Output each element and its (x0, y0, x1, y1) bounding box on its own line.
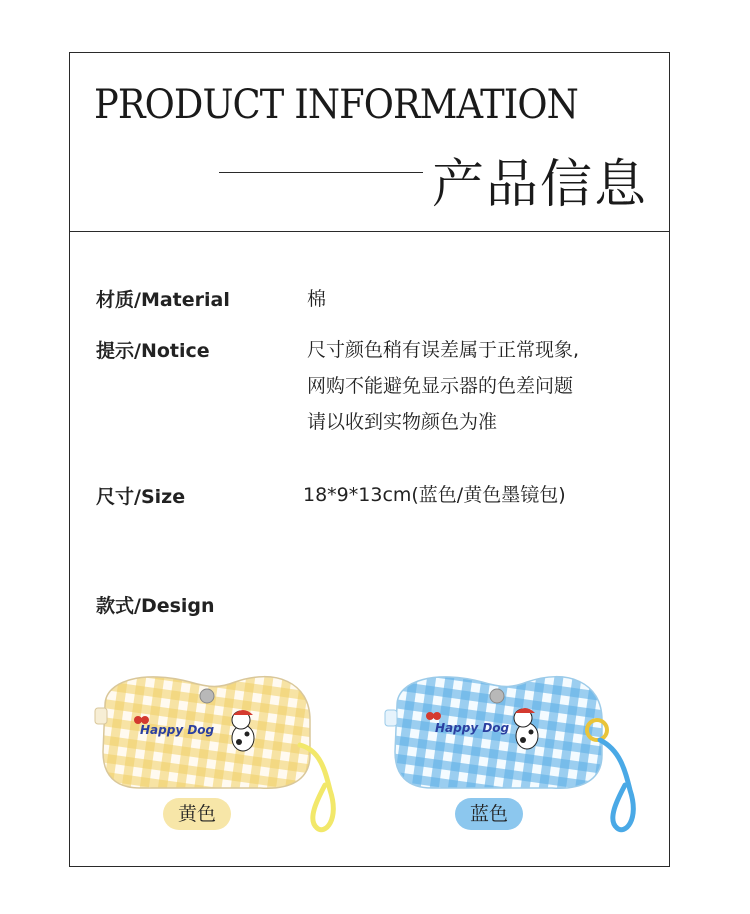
side-tab (385, 710, 397, 726)
material-value: 棉 (307, 288, 327, 310)
title-rule (219, 172, 423, 173)
size-label: 尺寸/Size (96, 486, 186, 508)
notice-label: 提示/Notice (96, 340, 210, 362)
snap-button (490, 689, 504, 703)
strap (600, 740, 633, 830)
header-divider (69, 231, 670, 232)
cherry-icon (426, 712, 434, 720)
brand-text: Happy Dog (435, 721, 510, 735)
snap-button (200, 689, 214, 703)
design-label: 款式/Design (96, 595, 215, 617)
notice-line-1: 尺寸颜色稍有误差属于正常现象, (307, 339, 580, 361)
title-chinese: 产品信息 (432, 155, 649, 215)
color-tag-blue: 蓝色 (455, 798, 523, 830)
size-value: 18*9*13cm(蓝色/黄色墨镜包) (303, 484, 566, 506)
material-label: 材质/Material (96, 289, 230, 311)
title-english: PRODUCT INFORMATION (94, 82, 578, 128)
notice-line-3: 请以收到实物颜色为准 (307, 411, 498, 433)
color-tag-yellow: 黄色 (163, 798, 231, 830)
brand-text: Happy Dog (140, 723, 215, 737)
notice-line-2: 网购不能避免显示器的色差问题 (307, 375, 574, 397)
side-tab (95, 708, 107, 724)
